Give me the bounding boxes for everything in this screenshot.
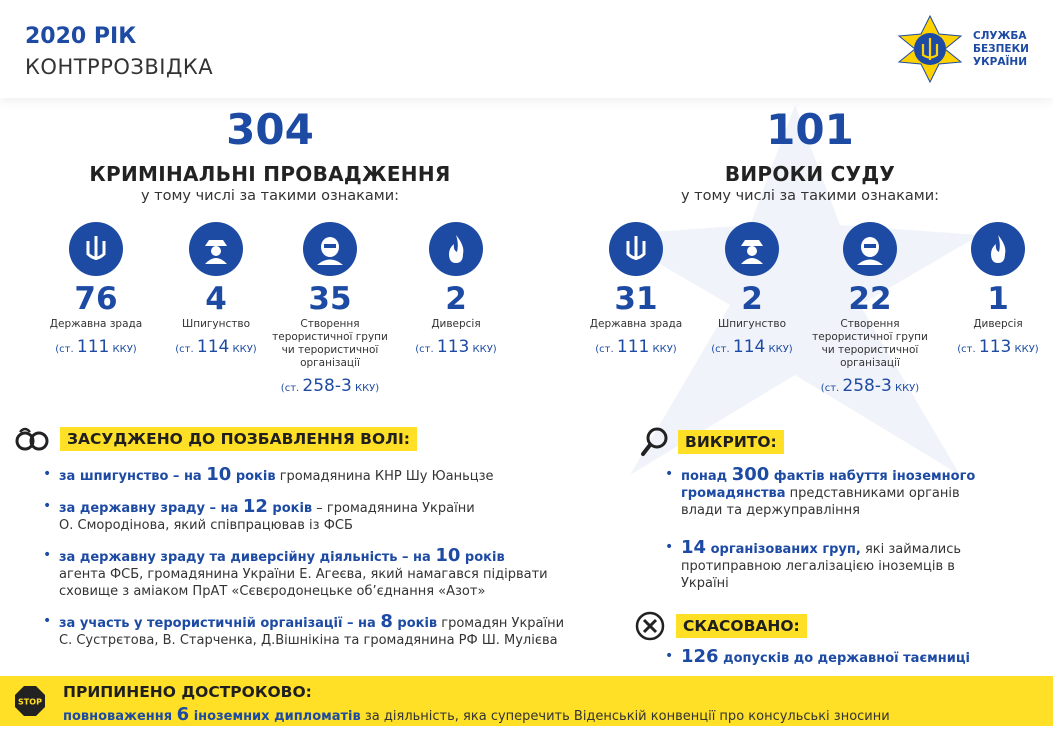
category-label: Шпигунство	[181, 318, 250, 330]
list-item: • за участь у терористичній організації – на 8 років громадян України С. Сустрєтова, В. Старченка, Д.Вішнікіна та громадянина РФ Ш. Мулієва	[40, 613, 614, 649]
right-category-4	[934, 222, 1053, 357]
svg-text:STOP: STOP	[18, 697, 42, 707]
category-count: 2	[741, 281, 763, 317]
court-verdicts-block	[560, 104, 1053, 204]
category-count: 22	[848, 281, 892, 317]
left-category-4	[392, 222, 520, 357]
category-count: 31	[614, 281, 658, 317]
right-category-3	[806, 222, 934, 396]
list-item: • 14 організованих груп, які займались протиправною легалізацією іноземців в Україні	[662, 539, 1000, 592]
category-label: Диверсія	[431, 318, 481, 330]
criminal-code-article: (ст. 114 ККУ)	[175, 337, 257, 357]
logo-text: СЛУЖБА БЕЗПЕКИ УКРАЇНИ	[973, 30, 1029, 68]
stop-sign-icon	[14, 685, 46, 717]
footer-banner	[0, 676, 1053, 726]
footer-title: ПРИПИНЕНО ДОСТРОКОВО:	[63, 683, 312, 701]
cancel-x-icon	[634, 610, 666, 642]
criminal-code-article: (ст. 114 ККУ)	[711, 337, 793, 357]
category-count: 1	[987, 281, 1009, 317]
sbu-logo-icon	[895, 14, 965, 84]
criminal-code-article: (ст. 111 ККУ)	[595, 337, 677, 357]
exposed-section	[640, 426, 1000, 592]
left-category-1	[32, 222, 160, 357]
page-subtitle: КОНТРРОЗВІДКА	[25, 55, 214, 79]
spy-icon	[725, 222, 779, 276]
criminal-code-article: (ст. 113 ККУ)	[957, 337, 1039, 357]
left-category-2	[152, 222, 280, 357]
list-item: • за шпигунство – на 10 років громадянина КНР Шу Юаньцзе	[40, 466, 614, 485]
sentenced-section	[14, 424, 614, 649]
exposed-title: ВИКРИТО:	[678, 430, 784, 454]
cancelled-list	[662, 648, 1014, 667]
cancelled-section	[634, 610, 1014, 667]
list-item: • 126 допусків до державної таємниці	[662, 648, 1014, 667]
handcuffs-icon	[14, 424, 50, 454]
court-verdicts-title: ВИРОКИ СУДУ	[724, 162, 896, 186]
criminal-proceedings-total: 304	[226, 105, 314, 154]
criminal-proceedings-title: КРИМІНАЛЬНІ ПРОВАДЖЕННЯ	[89, 162, 451, 186]
list-item: • за державну зраду – на 12 років – громадянина України О. Смородінова, який співпрацював із ФСБ	[40, 498, 614, 534]
category-label: Диверсія	[973, 318, 1023, 330]
category-label: Шпигунство	[717, 318, 786, 330]
sentenced-list	[40, 466, 614, 649]
magnifier-icon	[640, 426, 670, 458]
category-label: Створення терористичної групи чи терористичної організації	[812, 318, 928, 369]
criminal-code-article: (ст. 111 ККУ)	[55, 337, 137, 357]
trident-icon	[609, 222, 663, 276]
right-category-1	[572, 222, 700, 357]
category-label: Державна зрада	[49, 318, 143, 330]
exposed-list	[662, 466, 1000, 592]
category-count: 4	[205, 281, 227, 317]
category-count: 2	[445, 281, 467, 317]
criminal-code-article: (ст. 258-3 ККУ)	[280, 376, 380, 396]
category-count: 35	[308, 281, 352, 317]
sentenced-title: ЗАСУДЖЕНО ДО ПОЗБАВЛЕННЯ ВОЛІ:	[60, 427, 417, 451]
criminal-proceedings-block	[20, 104, 520, 204]
footer-text: повноваження 6 іноземних дипломатів за діяльність, яка суперечить Віденській конвенції про консульські зносини	[63, 704, 890, 725]
court-verdicts-subtitle: у тому числі за такими ознаками:	[680, 188, 940, 204]
category-label: Створення терористичної групи чи терористичної організації	[272, 318, 388, 369]
list-item: • понад 300 фактів набуття іноземного громадянства представниками органів влади та держуправління	[662, 466, 1000, 519]
terrorist-icon	[843, 222, 897, 276]
criminal-code-article: (ст. 258-3 ККУ)	[820, 376, 920, 396]
spy-icon	[189, 222, 243, 276]
cancelled-title: СКАСОВАНО:	[676, 614, 807, 638]
trident-icon	[69, 222, 123, 276]
right-category-2	[688, 222, 816, 357]
criminal-proceedings-subtitle: у тому числі за такими ознаками:	[140, 188, 400, 204]
criminal-code-article: (ст. 113 ККУ)	[415, 337, 497, 357]
category-count: 76	[74, 281, 118, 317]
fire-icon	[971, 222, 1025, 276]
terrorist-icon	[303, 222, 357, 276]
fire-icon	[429, 222, 483, 276]
category-label: Державна зрада	[589, 318, 683, 330]
year-title: 2020 РІК	[25, 24, 137, 49]
list-item: • за державну зраду та диверсійну діяльність – на 10 років агента ФСБ, громадянина України Е. Агеєва, який намагався підірвати сховище з аміаком ПрАТ «Сєвєродонецьке об’єднання «Азот»	[40, 547, 614, 600]
left-category-3	[266, 222, 394, 396]
header	[0, 0, 1053, 98]
court-verdicts-total: 101	[766, 105, 854, 154]
